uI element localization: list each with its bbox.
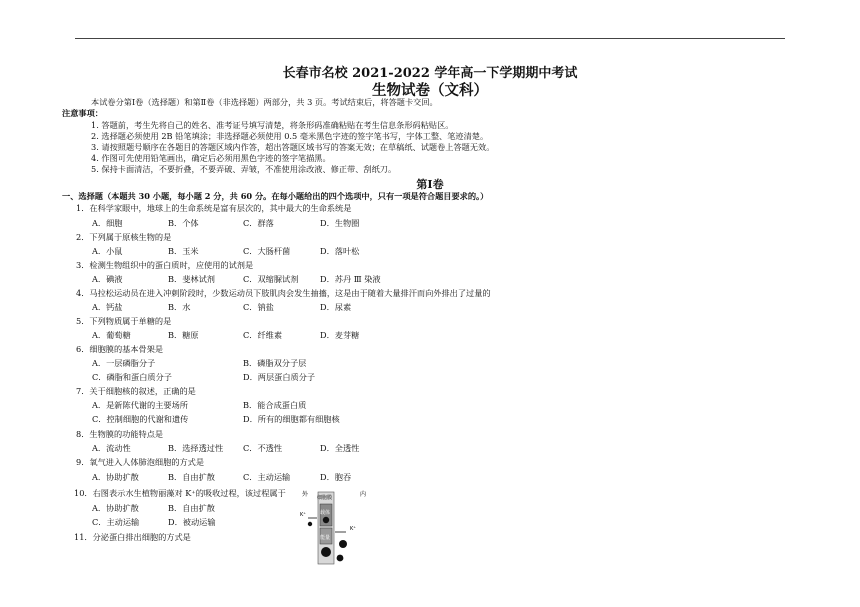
option-d: D．苏丹 Ⅲ 染液	[320, 274, 381, 284]
notice-item: 5. 保持卡面清洁，不要折叠，不要弄破、弄皱，不准使用涂改液、修正带、刮纸刀。	[91, 164, 397, 174]
option-d: D．生物圈	[320, 218, 360, 228]
notice-item: 4. 作图可先使用铅笔画出，确定后必须用黑色字迹的签字笔描黑。	[91, 153, 331, 163]
k-ion-dot	[337, 555, 344, 562]
option-b: B．糖原	[168, 330, 199, 340]
option-d: D．两层蛋白质分子	[243, 372, 316, 382]
option-a: A．一层磷脂分子	[92, 358, 156, 368]
option-c: C．控制细胞的代谢和遗传	[92, 414, 189, 424]
option-b: B．斐林试剂	[168, 274, 215, 284]
question-stem: 10．右图表示水生植物丽藻对 K⁺的吸收过程，该过程属于	[74, 488, 286, 498]
document-title: 长春市名校 2021-2022 学年高一下学期期中考试	[282, 66, 578, 81]
option-b: B．自由扩散	[168, 503, 215, 513]
option-b: B．个体	[168, 218, 199, 228]
question-stem: 9．氧气进入人体肺泡细胞的方式是	[76, 457, 205, 467]
label-out: 外	[302, 491, 309, 498]
option-d: D．全透性	[320, 443, 360, 453]
question-stem: 8．生物膜的功能特点是	[76, 429, 164, 439]
label-energy: 能量	[320, 535, 331, 541]
option-a: A．是新陈代谢的主要场所	[92, 400, 188, 410]
option-a: A．葡萄糖	[92, 330, 131, 340]
option-d: D．落叶松	[320, 246, 360, 256]
option-a: A．协助扩散	[92, 472, 139, 482]
question-stem: 2．下列属于原核生物的是	[76, 232, 172, 242]
option-b: B．水	[168, 302, 191, 312]
option-d: D．被动运输	[168, 517, 216, 527]
option-b: B．自由扩散	[168, 472, 215, 482]
header-rule	[75, 38, 785, 39]
option-b: B．磷脂双分子层	[243, 358, 307, 368]
label-k-left: K⁺	[300, 512, 306, 518]
option-c: C．不透性	[243, 443, 283, 453]
label-in: 内	[360, 491, 367, 498]
question-stem: 11．分泌蛋白排出细胞的方式是	[74, 532, 191, 542]
k-uptake-figure	[300, 488, 370, 568]
k-ion-dot	[323, 517, 329, 523]
option-c: C．钠盐	[243, 302, 274, 312]
option-b: B．玉米	[168, 246, 199, 256]
notice-item: 1. 答题前，考生先将自己的姓名、准考证号填写清楚，将条形码准确粘贴在考生信息条形码粘贴区。	[91, 120, 454, 130]
option-a: A．碘液	[92, 274, 123, 284]
document-subtitle: 生物试卷（文科）	[372, 82, 488, 99]
question-stem: 1．在科学家眼中，地球上的生命系统是富有层次的，其中最大的生命系统是	[76, 203, 352, 213]
option-a: A．钙盐	[92, 302, 123, 312]
notice-item: 2. 选择题必须使用 2B 铅笔填涂；非选择题必须使用 0.5 毫米黑色字迹的签字笔书写，字体工整、笔迹清楚。	[91, 131, 489, 141]
option-d: D．麦芽糖	[320, 330, 360, 340]
k-ion-dot	[321, 547, 331, 557]
option-a: A．流动性	[92, 443, 131, 453]
option-c: C．大肠杆菌	[243, 246, 291, 256]
notice-title: 注意事项：	[62, 108, 103, 118]
option-c: C．群落	[243, 218, 274, 228]
question-stem: 6．细胞膜的基本骨架是	[76, 344, 164, 354]
option-c: C．主动运输	[92, 517, 140, 527]
intro-text: 本试卷分第Ⅰ卷（选择题）和第Ⅱ卷（非选择题）两部分，共 3 页。考试结束后，将答题卡交回。	[91, 97, 438, 107]
option-a: A．协助扩散	[92, 503, 139, 513]
option-c: C．纤维素	[243, 330, 283, 340]
option-d: D．胞吞	[320, 472, 352, 482]
notice-item: 3. 请按照题号顺序在各题目的答题区域内作答，超出答题区域书写的答案无效；在草稿纸、试题卷上答题无效。	[91, 142, 495, 152]
part1-instruction: 一、选择题（本题共 30 小题，每小题 2 分，共 60 分。在每小题给出的四个选项中，只有一项是符合题目要求的。）	[62, 191, 489, 201]
k-ion-dot	[339, 540, 347, 548]
option-d: D．所有的细胞都有细胞核	[243, 414, 340, 424]
option-a: A．细胞	[92, 218, 123, 228]
label-carrier: 载体	[320, 510, 331, 516]
option-c: C．磷脂和蛋白质分子	[92, 372, 172, 382]
label-membrane: 细胞膜	[317, 495, 333, 501]
question-stem: 7．关于细胞核的叙述，正确的是	[76, 386, 196, 396]
option-d: D．尿素	[320, 302, 352, 312]
label-k-right: K⁺	[350, 526, 356, 532]
question-stem: 3．检测生物组织中的蛋白质时，应使用的试剂是	[76, 260, 254, 270]
option-a: A．小鼠	[92, 246, 123, 256]
section-title: 第Ⅰ卷	[416, 178, 444, 191]
option-c: C．双缩脲试剂	[243, 274, 299, 284]
option-b: B．选择透过性	[168, 443, 224, 453]
option-c: C．主动运输	[243, 472, 291, 482]
option-b: B．能合成蛋白质	[243, 400, 307, 410]
k-ion-dot	[308, 522, 312, 526]
question-stem: 4．马拉松运动员在进入冲刺阶段时，少数运动员下肢肌肉会发生抽搐，这是由于随着大量排汗而向外排出了过量的	[76, 288, 491, 298]
question-stem: 5．下列物质属于单糖的是	[76, 316, 172, 326]
